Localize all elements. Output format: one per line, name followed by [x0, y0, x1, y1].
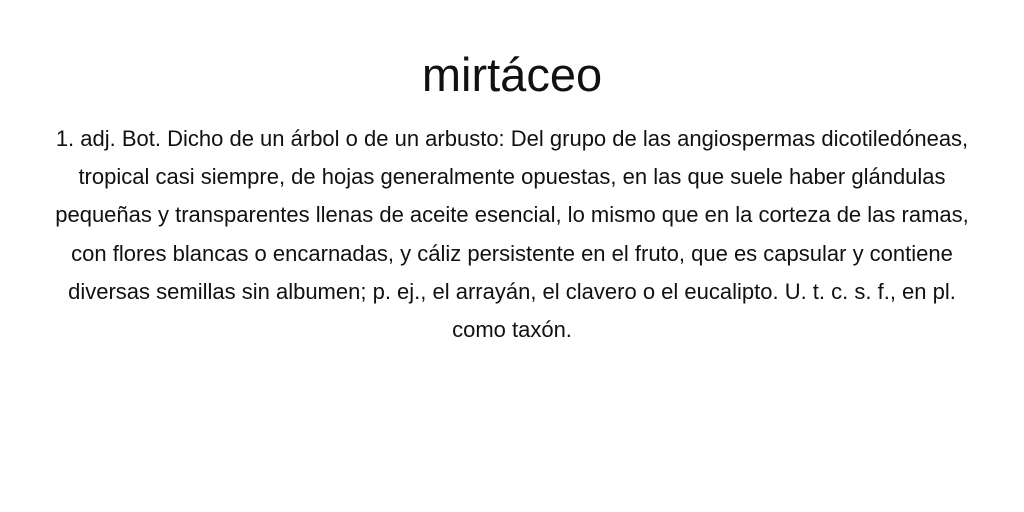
- headword-title: mirtáceo: [421, 48, 603, 101]
- definition-text: 1. adj. Bot. Dicho de un árbol o de un arbusto: Del grupo de las angiospermas dicotiledóneas, tropical casi siempre, de hojas generalmente opuestas, en las que suele haber glándulas pequeñas y transparentes llenas de aceite esencial, lo mismo que en la corteza de las ramas, con flores blancas o encarnadas, y cáliz persistente en el fruto, que es capsular y contiene diversas semillas sin albumen; p. ej., el arrayán, el clavero o el eucalipto. U. t. c. s. f., en pl. como taxón.: [55, 126, 969, 343]
